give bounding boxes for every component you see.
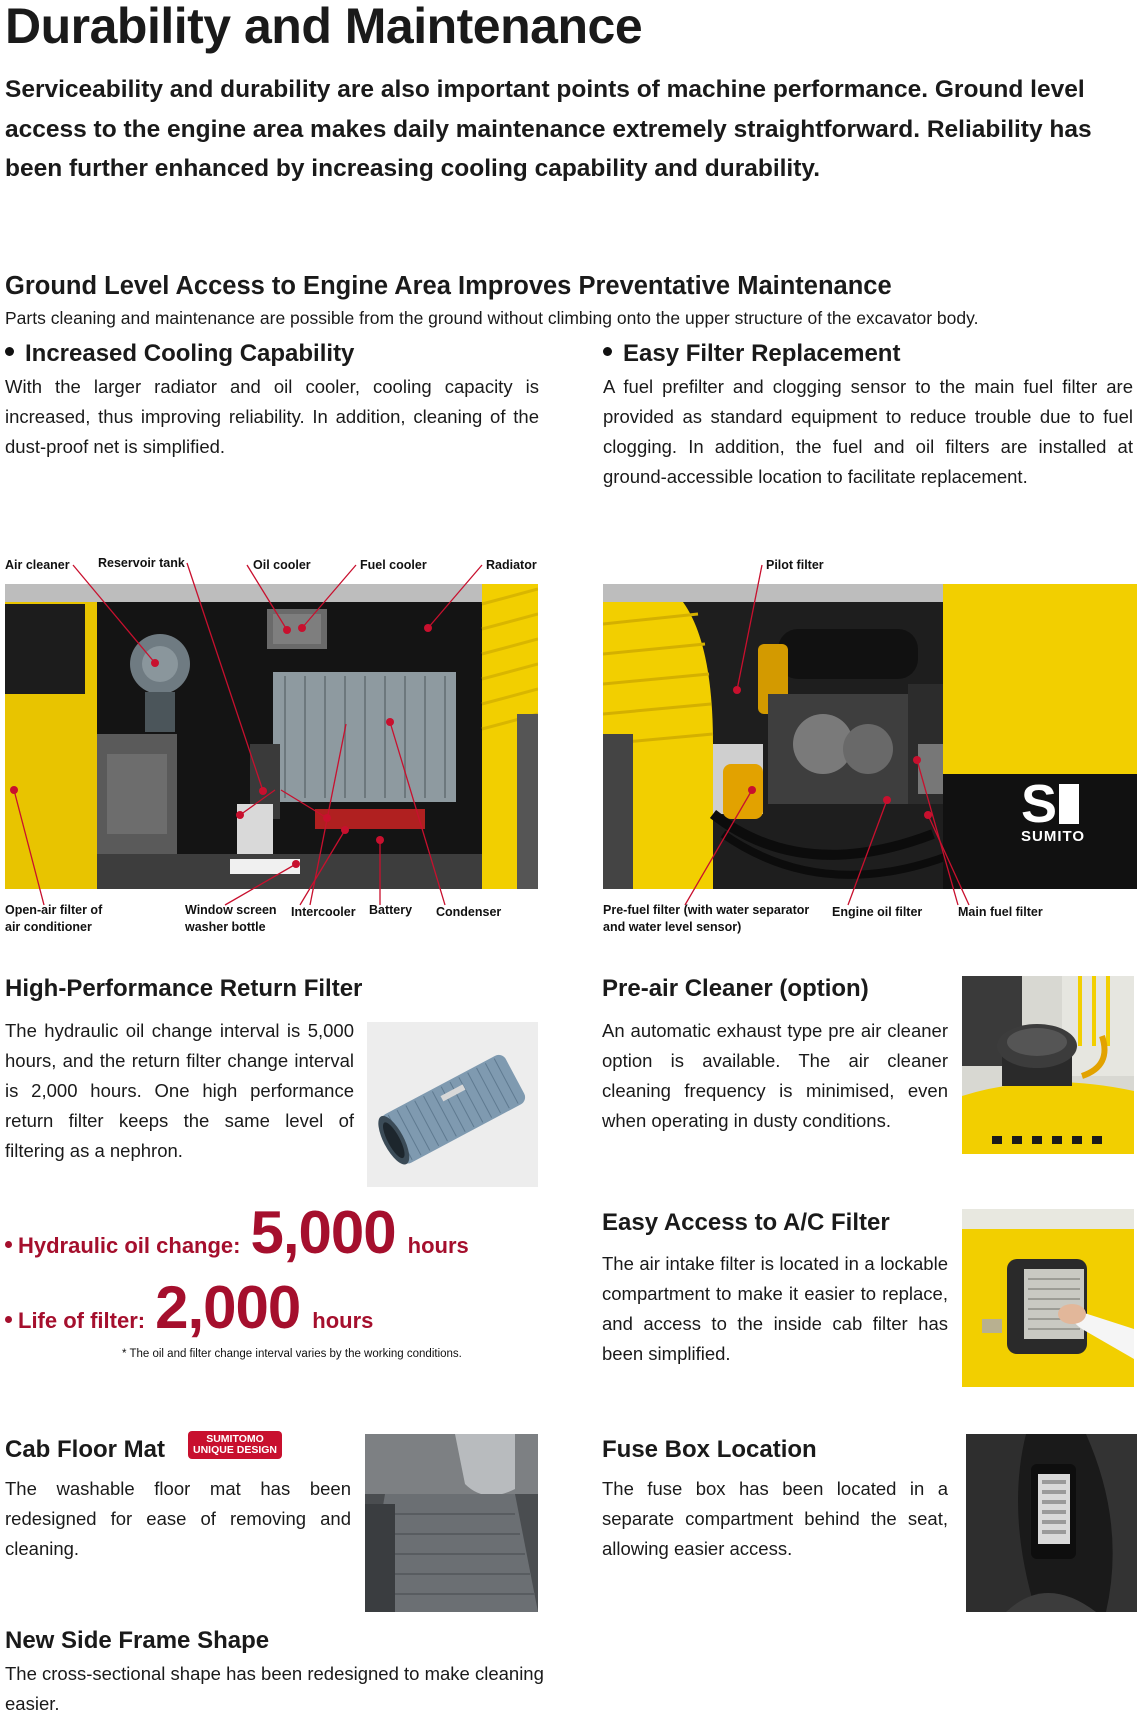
stat-filter-life-unit: hours [312, 1308, 374, 1333]
stat-filter-life [5, 1273, 373, 1343]
fuse-box-heading: Fuse Box Location [602, 1436, 817, 1463]
callout-air-cleaner: Air cleaner [5, 558, 70, 572]
floor-mat-heading: Cab Floor Mat [5, 1436, 165, 1463]
callout-fuel-cooler: Fuel cooler [360, 558, 427, 572]
stat-filter-life-label: Life of filter: [18, 1308, 146, 1333]
stat-hydraulic-oil [5, 1198, 469, 1268]
callout-pre-fuel-filter [603, 902, 833, 936]
callout-open-air-filter-label: Open-air filter of air conditioner [5, 903, 103, 934]
stat-filter-life-value: 2,000 [155, 1274, 301, 1341]
svg-text:S: S [1021, 774, 1058, 834]
callout-main-fuel-filter: Main fuel filter [958, 905, 1043, 919]
callout-engine-oil-filter: Engine oil filter [832, 905, 923, 919]
bullet-icon [5, 1316, 12, 1323]
stat-hydraulic-oil-unit: hours [407, 1233, 469, 1258]
ac-filter-photo [962, 1209, 1134, 1387]
intro-paragraph: Serviceability and durability are also important points of machine performance. Ground level access to the engine area makes daily maintenance extremely straightforward. Reliability has been further enhanced by increasing cooling capability and durability. [5, 76, 1092, 182]
page-title: Durability and Maintenance [5, 0, 643, 54]
interval-note: * The oil and filter change interval varies by the working conditions. [122, 1348, 462, 1360]
unique-design-badge [188, 1431, 282, 1459]
side-frame-heading: New Side Frame Shape [5, 1627, 270, 1654]
callout-pre-fuel-filter-label: Pre-fuel filter (with water separator and water level sensor) [603, 903, 810, 934]
return-filter-heading: High-Performance Return Filter [5, 975, 363, 1002]
callout-battery: Battery [369, 903, 413, 917]
ac-filter-text: The air intake filter is located in a lockable compartment to make it easier to replace, and access to the inside cab filter has been simplified. [602, 1253, 948, 1364]
cooling-text: With the larger radiator and oil cooler, cooling capacity is increased, thus improving reliability. In addition, cleaning of the dust-proof net is simplified. [5, 376, 539, 457]
stat-hydraulic-oil-label-wrap [5, 1233, 241, 1259]
ground-access-text: Parts cleaning and maintenance are possible from the ground without climbing onto the upper structure of the excavator body. [5, 308, 979, 328]
badge-line-2: UNIQUE DESIGN [193, 1444, 278, 1456]
callout-pilot-filter: Pilot filter [766, 558, 824, 572]
floor-mat-text: The washable floor mat has been redesigned for ease of removing and cleaning. [5, 1478, 351, 1559]
bullet-icon [5, 1241, 12, 1248]
pre-air-text: An automatic exhaust type pre air cleaner option is available. The air cleaner cleaning frequency is minimised, even when operating in dusty conditions. [602, 1020, 948, 1131]
stat-hydraulic-oil-label: Hydraulic oil change: [18, 1233, 241, 1258]
stat-filter-life-label-wrap [5, 1308, 145, 1334]
return-filter-text: The hydraulic oil change interval is 5,000 hours, and the return filter change interval is 2,000 hours. One high performance return filter keeps the same level of filtering as a nephron. [5, 1020, 354, 1161]
callout-radiator: Radiator [486, 558, 537, 572]
floor-mat-photo [365, 1434, 538, 1612]
return-filter-photo [367, 1022, 538, 1187]
pre-air-heading: Pre-air Cleaner (option) [602, 975, 869, 1002]
filter-text: A fuel prefilter and clogging sensor to the main fuel filter are provided as standard equipment to reduce trouble due to fuel clogging. In addition, the fuel and oil filters are installed at ground-accessible location to facilitate replacement. [603, 376, 1133, 487]
ac-filter-heading: Easy Access to A/C Filter [602, 1209, 890, 1236]
callout-oil-cooler: Oil cooler [253, 558, 311, 572]
callout-washer-bottle-label: Window screen washer bottle [185, 903, 277, 934]
cooling-heading-label: Increased Cooling Capability [25, 340, 355, 367]
ground-access-heading: Ground Level Access to Engine Area Improves Preventative Maintenance [5, 272, 892, 300]
badge-line-1: SUMITOMO [206, 1433, 264, 1445]
pre-air-cleaner-photo [962, 976, 1134, 1154]
fuse-box-photo [966, 1434, 1137, 1612]
filter-heading-label: Easy Filter Replacement [623, 340, 901, 367]
stat-hydraulic-oil-value: 5,000 [250, 1199, 396, 1266]
callout-reservoir-tank: Reservoir tank [98, 556, 185, 570]
side-frame-text: The cross-sectional shape has been redesigned to make cleaning easier. [5, 1663, 544, 1714]
callout-intercooler: Intercooler [291, 905, 356, 919]
fuse-box-text: The fuse box has been located in a separate compartment behind the seat, allowing easier access. [602, 1478, 948, 1559]
brand-logo-text: SUMITO [1021, 828, 1086, 845]
callout-condenser: Condenser [436, 905, 502, 919]
